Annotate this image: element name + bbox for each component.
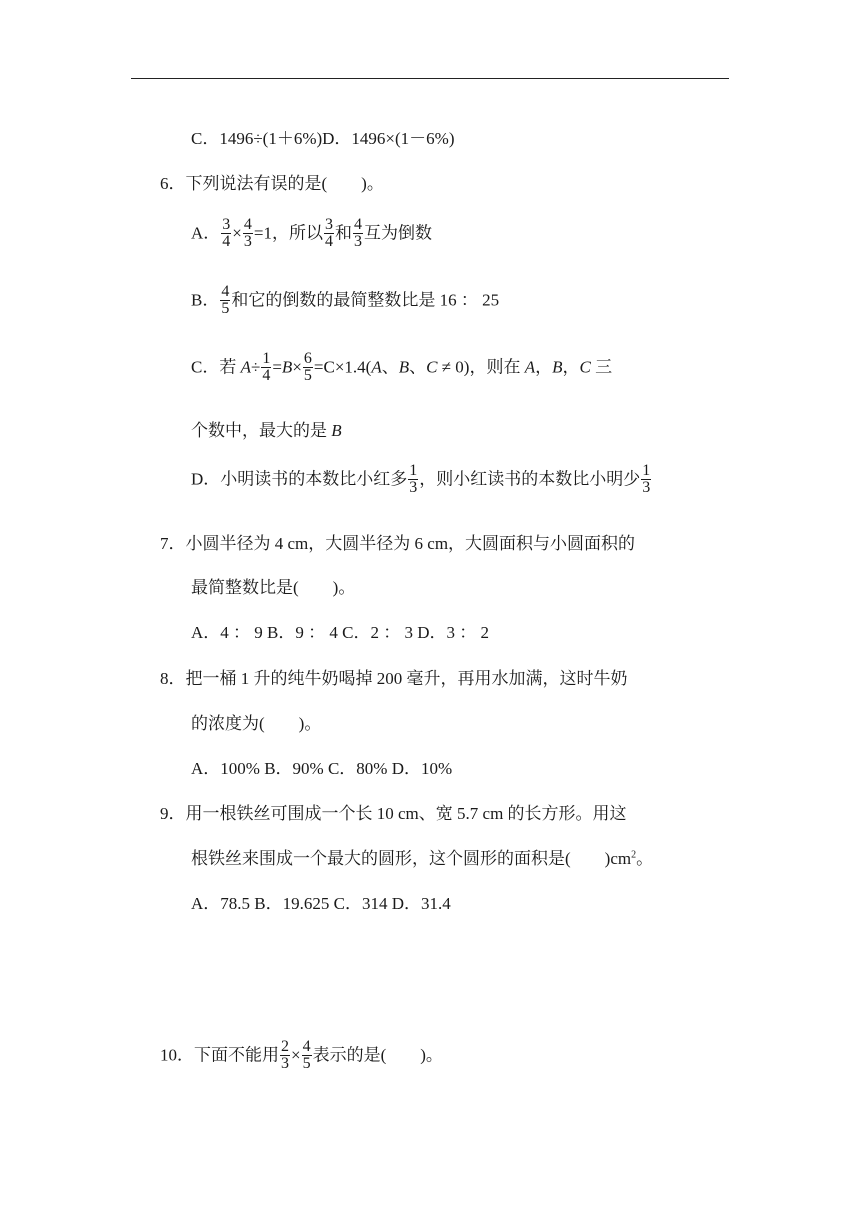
q8-stem-line1: 8．把一桶 1 升的纯牛奶喝掉 200 毫升，再用水加满，这时牛奶: [160, 669, 628, 688]
q9-options: A．78.5 B．19.625 C．314 D．31.4: [191, 894, 451, 913]
fraction: $\frac{2}{3}$: [281, 1038, 289, 1073]
q8-options: A．100% B．90% C．80% D．10%: [191, 759, 453, 778]
fraction: $\frac{1}{4}$: [262, 350, 271, 385]
q9-stem-line1: 9．用一根铁丝可围成一个长 10 cm、宽 5.7 cm 的长方形。用这: [160, 804, 627, 823]
q9-stem-line2: 根铁丝来围成一个最大的圆形，这个圆形的面积是( )$cm^2$。: [191, 849, 654, 868]
fraction: $\frac{1}{3}$: [642, 462, 651, 497]
header-rule: [131, 78, 729, 79]
q6-option-c-line2: 个数中，最大的是 B: [191, 421, 342, 440]
fraction: $\frac{3}{4}$: [222, 216, 231, 251]
q8-stem-line2: 的浓度为( )。: [191, 714, 322, 733]
q7-options: A．4 ： 9 B．9 ： 4 C．2 ： 3 D．3 ： 2: [191, 623, 489, 642]
q7-stem-line1: 7．小圆半径为 4 cm，大圆半径为 6 cm，大圆面积与小圆面积的: [160, 534, 636, 553]
q6-option-d: D．小明读书的本数比小红多 $\frac{1}{3}$ ，则小红读书的本数比小明少 $\frac{1}{3}$: [191, 462, 651, 497]
q6-option-a: A． $\frac{3}{4}$ × $\frac{4}{3}$ =1，所以 $\frac{3}{4}$ 和 $\frac{4}{3}$ 互为倒数: [191, 216, 432, 251]
fraction: $\frac{4}{5}$: [221, 283, 230, 318]
q7-stem-line2: 最简整数比是( )。: [191, 578, 356, 597]
q5-options: [191, 130, 455, 147]
fraction: $\frac{3}{4}$: [324, 216, 333, 251]
fraction: $\frac{4}{3}$: [353, 216, 362, 251]
q10-stem: 10．下面不能用 $\frac{2}{3}$ × $\frac{4}{5}$ 表示的是( )。: [160, 1038, 443, 1073]
q6-option-c: C．若 A÷ $\frac{1}{4}$ =B× $\frac{6}{5}$ =C×1.4(A、B、C ≠ 0)，则在 A，B，C 三: [191, 350, 613, 385]
q6-stem: 6．下列说法有误的是( )。: [160, 174, 384, 193]
fraction: $\frac{1}{3}$: [409, 462, 418, 497]
fraction: $\frac{4}{3}$: [243, 216, 252, 251]
q6-option-b: B． $\frac{4}{5}$ 和它的倒数的最简整数比是 16 ： 25: [191, 283, 500, 318]
q5-option-c: C．1496÷(1＋6%): [191, 129, 323, 148]
fraction: $\frac{6}{5}$: [303, 350, 312, 385]
fraction: $\frac{4}{5}$: [302, 1038, 311, 1073]
superscript: 2: [631, 849, 637, 861]
q5-option-d: D．1496×(1－6%): [322, 129, 455, 148]
